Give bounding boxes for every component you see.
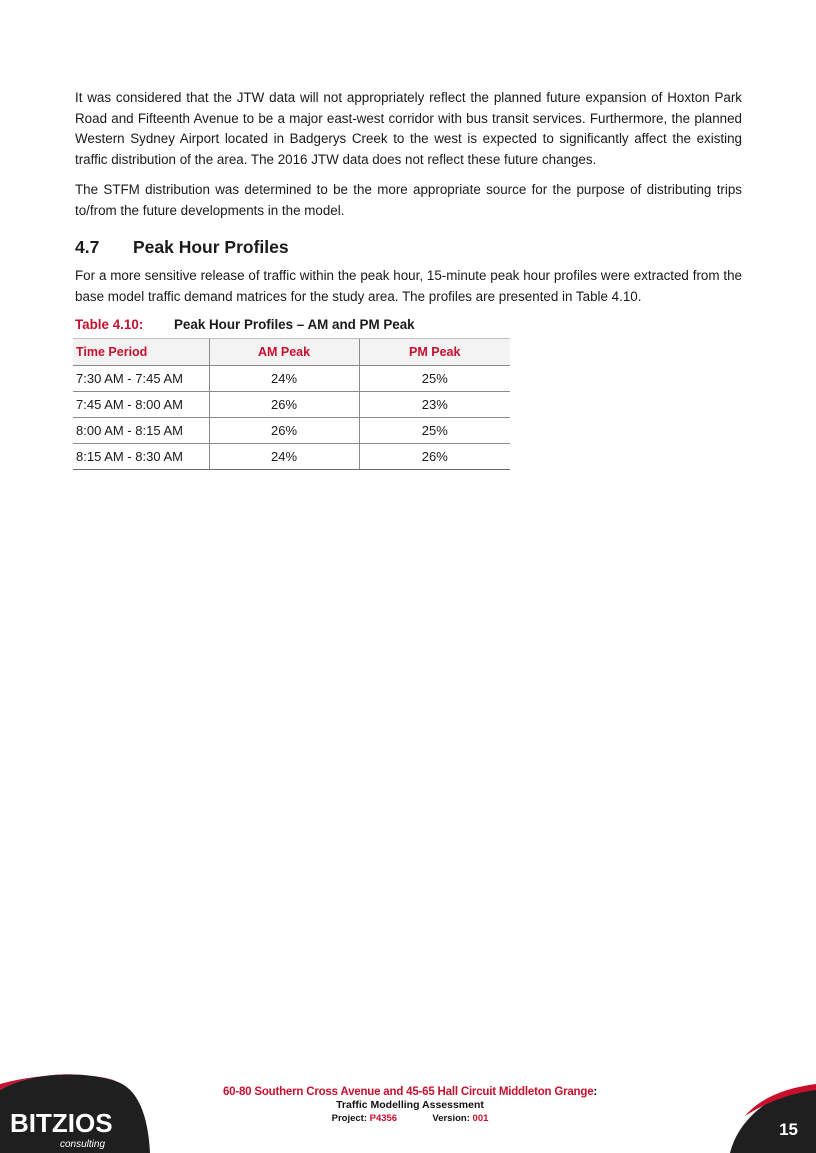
footer-project-value: P4356: [369, 1113, 398, 1124]
footer-document-info: [210, 1086, 610, 1125]
section-heading: [75, 237, 742, 258]
table-row: [73, 392, 510, 418]
page-content: [75, 88, 742, 470]
table-caption-label: Table 4.10:: [75, 317, 144, 332]
table-header-row: [73, 339, 510, 366]
cell-time-period: 7:30 AM - 7:45 AM: [73, 366, 209, 392]
cell-am-peak: 24%: [209, 366, 359, 392]
cell-pm-peak: 25%: [359, 418, 510, 444]
table-row: [73, 366, 510, 392]
cell-pm-peak: 23%: [359, 392, 510, 418]
table-row: [73, 418, 510, 444]
paragraph-peak-profiles: For a more sensitive release of traffic within the peak hour, 15-minute peak hour profiles were extracted from the base model traffic demand matrices for the study area. The profiles are presented in Table 4.10.: [75, 268, 742, 304]
header-am-peak: AM Peak: [209, 339, 359, 366]
footer-project-title: [210, 1086, 610, 1099]
cell-time-period: 8:00 AM - 8:15 AM: [73, 418, 209, 444]
logo-subtext: consulting: [60, 1139, 106, 1150]
page-badge-shape: [730, 1084, 816, 1153]
footer-version-label: Version:: [432, 1113, 470, 1124]
footer-project-label: Project:: [331, 1113, 367, 1124]
footer-project-version: [210, 1112, 610, 1125]
footer-title-colon: :: [593, 1086, 598, 1098]
table-caption: [75, 317, 742, 332]
cell-pm-peak: 26%: [359, 444, 510, 470]
cell-time-period: 7:45 AM - 8:00 AM: [73, 392, 209, 418]
section-title: Peak Hour Profiles: [133, 237, 289, 257]
paragraph-stfm: The STFM distribution was determined to be the more appropriate source for the purpose of distributing trips to/from the future developments in the model.: [75, 182, 742, 218]
footer-subtitle: Traffic Modelling Assessment: [336, 1099, 484, 1111]
cell-time-period: 8:15 AM - 8:30 AM: [73, 444, 209, 470]
page-footer: [0, 1060, 816, 1153]
cell-pm-peak: 25%: [359, 366, 510, 392]
footer-title-text: 60-80 Southern Cross Avenue and 45-65 Hall Circuit Middleton Grange: [222, 1086, 594, 1098]
page-number: 15: [779, 1120, 798, 1139]
header-time-period: Time Period: [73, 339, 209, 366]
table-row: [73, 444, 510, 470]
section-number: 4.7: [75, 237, 100, 257]
table-caption-title: Peak Hour Profiles – AM and PM Peak: [174, 317, 415, 332]
footer-version-value: 001: [472, 1113, 489, 1124]
cell-am-peak: 24%: [209, 444, 359, 470]
peak-hour-profiles-table: [73, 338, 510, 470]
header-pm-peak: PM Peak: [359, 339, 510, 366]
cell-am-peak: 26%: [209, 418, 359, 444]
logo-wordmark: BITZIOS: [10, 1108, 113, 1138]
cell-am-peak: 26%: [209, 392, 359, 418]
paragraph-jtw: It was considered that the JTW data will not appropriately reflect the planned future expansion of Hoxton Park Road and Fifteenth Avenue to be a major east-west corridor with bus transit services. Furthermore, the planned Western Sydney Airport located in Badgerys Creek to the west is expected to significantly affect the existing traffic distribution of the area. The 2016 JTW data does not reflect these future changes.: [75, 90, 742, 167]
